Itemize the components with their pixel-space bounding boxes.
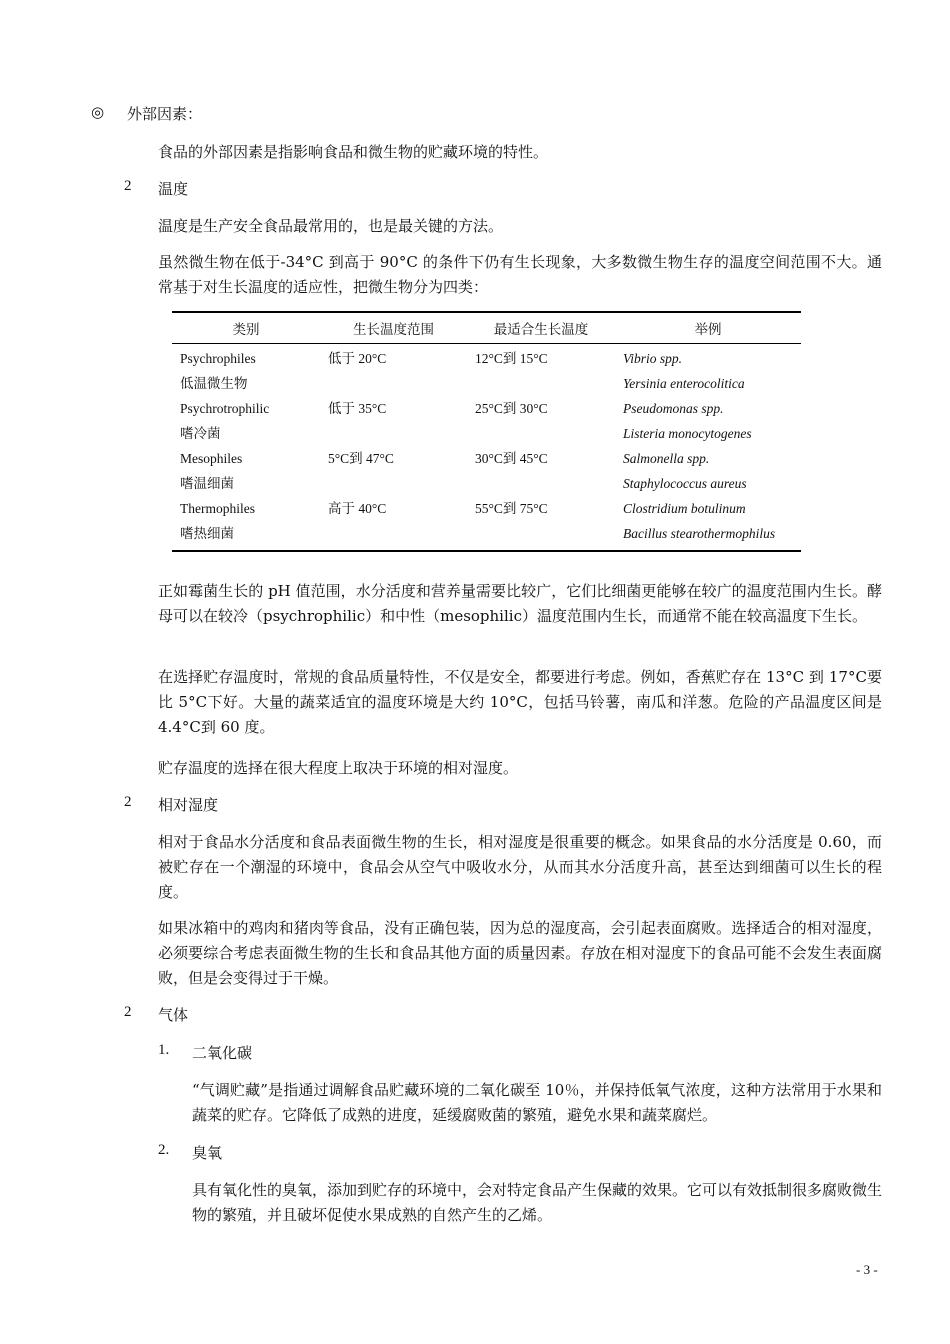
section-bullet-icon: ◎ xyxy=(91,103,105,121)
temperature-bullet: 2 xyxy=(124,178,132,194)
table-cell-examples: Salmonella spp. Staphylococcus aureus xyxy=(623,450,747,491)
table-cell-optimal: 25°C到 30°C xyxy=(475,400,548,416)
temperature-paragraph-2: 虽然微生物在低于-34°C 到高于 90°C 的条件下仍有生长现象，大多数微生物生存的温度空间范围不大。通常基于对生长温度的适应性，把微生物分为四类： xyxy=(158,253,882,296)
co2-number: 1. xyxy=(158,1042,170,1058)
co2-heading: 二氧化碳 xyxy=(192,1044,253,1062)
temperature-heading: 温度 xyxy=(158,180,189,198)
ozone-number: 2. xyxy=(158,1142,170,1158)
table-cell-range: 5°C到 47°C xyxy=(328,450,394,466)
table-header-growth-range: 生长温度范围 xyxy=(320,312,467,343)
table-header-category: 类别 xyxy=(172,312,320,343)
table-cell-category: Psychrotrophilic 嗜冷菌 xyxy=(180,400,270,441)
microorganism-temperature-table xyxy=(172,311,801,552)
table-cell-optimal: 55°C到 75°C xyxy=(467,496,615,551)
table-row xyxy=(172,496,801,551)
table-cell-optimal: 30°C到 45°C xyxy=(475,450,548,466)
table-cell-category: Mesophiles 嗜温细菌 xyxy=(180,450,243,491)
table-cell-optimal: 12°C到 15°C xyxy=(475,350,548,366)
temperature-paragraph-4: 在选择贮存温度时，常规的食品质量特性，不仅是安全，都要进行考虑。例如，香蕉贮存在 13°C 到 17°C要比 5°C下好。大量的蔬菜适宜的温度环境是大约 10°C，包括马铃薯，南瓜和洋葱。危险的产品温度区间是 4.4°C到 60 度。 xyxy=(158,668,882,736)
table-cell-range: 低于 35°C xyxy=(328,400,387,416)
humidity-heading: 相对湿度 xyxy=(158,796,219,814)
table-header-examples: 举例 xyxy=(615,312,801,343)
humidity-paragraph-2: 如果冰箱中的鸡肉和猪肉等食品，没有正确包装，因为总的湿度高，会引起表面腐败。选择适合的相对湿度，必须要综合考虑表面微生物的生长和食品其他方面的质量因素。存放在相对湿度下的食品可能不会发生表面腐败，但是会变得过于干燥。 xyxy=(158,919,882,987)
humidity-paragraph-1: 相对于食品水分活度和食品表面微生物的生长，相对湿度是很重要的概念。如果食品的水分活度是 0.60，而被贮存在一个潮湿的环境中，食品会从空气中吸收水分，从而其水分活度升高，甚至达到细菌可以生长的程度。 xyxy=(158,833,882,901)
table-header-optimal: 最适合生长温度 xyxy=(467,312,615,343)
gas-bullet: 2 xyxy=(124,1004,132,1020)
table-cell-range: 高于 40°C xyxy=(320,496,467,551)
temperature-paragraph-5: 贮存温度的选择在很大程度上取决于环境的相对湿度。 xyxy=(158,759,519,777)
section-title: 外部因素： xyxy=(127,105,203,123)
table-row xyxy=(172,396,801,446)
intro-paragraph: 食品的外部因素是指影响食品和微生物的贮藏环境的特性。 xyxy=(158,143,549,161)
temperature-paragraph-1: 温度是生产安全食品最常用的，也是最关键的方法。 xyxy=(158,217,504,235)
table-cell-examples: Pseudomonas spp. Listeria monocytogenes xyxy=(623,400,752,441)
table-cell-category: Thermophiles 嗜热细菌 xyxy=(172,496,320,551)
humidity-bullet: 2 xyxy=(124,794,132,810)
table-cell-category: Psychrophiles 低温微生物 xyxy=(180,350,256,391)
ozone-heading: 臭氧 xyxy=(192,1144,223,1162)
co2-paragraph: “气调贮藏”是指通过调解食品贮藏环境的二氧化碳至 10％，并保持低氧气浓度，这种方法常用于水果和蔬菜的贮存。它降低了成熟的进度，延缓腐败菌的繁殖，避免水果和蔬菜腐烂。 xyxy=(192,1081,882,1124)
table-header-row xyxy=(172,312,801,343)
ozone-paragraph: 具有氧化性的臭氧，添加到贮存的环境中，会对特定食品产生保藏的效果。它可以有效抵制很多腐败微生物的繁殖，并且破坏促使水果成熟的自然产生的乙烯。 xyxy=(192,1181,883,1224)
table-cell-examples: Vibrio spp. Yersinia enterocolitica xyxy=(623,350,745,391)
page-number: - 3 - xyxy=(856,1262,878,1277)
gas-heading: 气体 xyxy=(158,1006,189,1024)
table-row xyxy=(172,446,801,496)
table-row xyxy=(172,343,801,396)
temperature-paragraph-3: 正如霉菌生长的 pH 值范围，水分活度和营养量需要比较广，它们比细菌更能够在较广的温度范围内生长。酵母可以在较冷（psychrophilic）和中性（mesophilic）温度范围内生长，而通常不能在较高温度下生长。 xyxy=(158,582,882,625)
table-cell-examples: Clostridium botulinum Bacillus stearothermophilus xyxy=(615,496,801,551)
table-cell-range: 低于 20°C xyxy=(328,350,387,366)
